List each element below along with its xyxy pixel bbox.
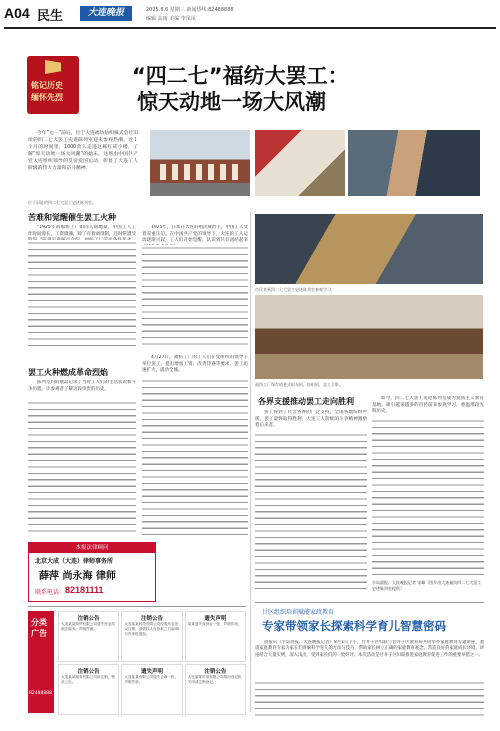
notice-item bbox=[185, 611, 246, 662]
section-3-body-b: 如今，四二七大罢工史迹陈列室成为爱国主义教育基地，吸引越来越多的市民前来参观学习，重温那段光辉历史。 bbox=[372, 396, 484, 415]
classifieds-title: 分类广告 bbox=[31, 618, 47, 638]
headline bbox=[132, 63, 402, 115]
section-2-body-filler-a bbox=[28, 400, 136, 536]
column-divider bbox=[250, 212, 251, 712]
section-2-body-filler-b bbox=[142, 378, 248, 536]
notice-body: 大连某某服务有限公司拟注销，特此公告。 bbox=[61, 675, 115, 684]
bottom-story-kicker: 甘区组织培训赋能家政教育 bbox=[262, 609, 335, 616]
bottom-story-body: 晨报讯（半岛晨报、大连晚报记者）8月1日下午，甘井子区妇联与甘井子区教育局共同举办家庭教育专题讲座，邀请家庭教育专家为家长们讲解科学育儿的方法与技巧，帮助家长树立正确的家庭教育观念，营造良好的家庭成长环境。讲座结合大量实例，深入浅出，受到家长们的一致好评。本次活动是甘井子区妇联推进家庭教育促进工作的重要举措之一。 bbox=[255, 640, 484, 658]
editor-line: 编辑 高雨 美编 李凤凤 bbox=[146, 16, 196, 22]
section-1-body-filler bbox=[28, 240, 136, 350]
notice-item bbox=[121, 611, 182, 662]
date-line: 2025.8.6 星期三 新闻热线:82488888 bbox=[146, 7, 234, 13]
section-title-2: 罢工火种燃成革命烈焰 bbox=[28, 368, 108, 377]
paper-logo: 大连晚报 bbox=[80, 6, 132, 21]
bottom-story-filler bbox=[255, 680, 484, 718]
notice-title: 注销公告 bbox=[140, 616, 163, 622]
lead-paragraph: 今年“七一”前后，位于大连福纺纺织株式会社旧址的四二七大罢工史迹陈列室迎来参观热潮。近１个月的时间里，1000余人走进这栋红砖小楼，了解“惊天动地一场大风潮”的始末。这场由中国共产党大连组织领导的反帝爱国运动，彰显了大连工人阶级的伟大力量和奋斗精神。 bbox=[28, 131, 138, 171]
notice-body: 某某遗失身份证一张，声明作废。 bbox=[187, 622, 242, 626]
section-title-1: 苦难和觉醒催生罢工火种 bbox=[28, 213, 116, 222]
badge-line-2: 缅怀先烈 bbox=[31, 93, 63, 102]
legal-box-phone: 82181111 bbox=[65, 585, 104, 595]
legal-box-title: 本报法律顾问 bbox=[29, 543, 155, 553]
notice-body: 大连某某有限公司遗失公章一枚，声明作废。 bbox=[124, 675, 179, 684]
section-1-body-b-filler bbox=[142, 245, 248, 345]
notice-body: 大连某某科技有限公司经股东会决议注销，请债权人自登报之日起45日内申报债权。 bbox=[124, 622, 180, 636]
legal-advisor-box bbox=[28, 542, 156, 602]
notice-grid bbox=[58, 611, 246, 715]
notice-item bbox=[58, 611, 119, 662]
notice-title: 注销公告 bbox=[77, 669, 100, 675]
section-title-3: 各界支援推动罢工走向胜利 bbox=[258, 397, 354, 406]
section-name: 民生 bbox=[37, 9, 64, 24]
photo-visitors bbox=[348, 130, 480, 196]
notice-title: 遗失声明 bbox=[204, 616, 227, 622]
section-3-body-filler-b bbox=[372, 418, 484, 578]
building-windows bbox=[160, 164, 240, 180]
header-rule bbox=[4, 27, 496, 29]
legal-box-phone-label: 联系电话： bbox=[35, 589, 66, 596]
headline-line-2: 惊天动地一场大风潮 bbox=[137, 90, 326, 114]
bottom-story-rule bbox=[255, 602, 484, 603]
section-3-body-a: 罢工得到了社会各界的广泛支持，全国各地纷纷声援，罢工最终取得胜利，大连工人阶级的斗争精神激励着后来者。 bbox=[255, 410, 367, 429]
notice-title: 遗失声明 bbox=[140, 669, 163, 675]
photo-exhibit-room bbox=[255, 130, 345, 196]
notice-item bbox=[58, 664, 119, 715]
section-2-body-b: 4月27日，福纺工厂的工人们在党组织的领导下举行罢工，提出增加工资、改善待遇等要求，罢工迅速扩大，震动全城。 bbox=[142, 355, 248, 374]
notice-item bbox=[185, 664, 246, 715]
badge-line-1: 铭记历史 bbox=[31, 81, 63, 90]
author-line: 半岛晨报、大连晚报记者 宋峰（图片由大连福纺四二七大罢工史迹陈列室提供） bbox=[372, 580, 482, 591]
legal-box-org: 北京大成（大连）律师事务所 bbox=[35, 558, 114, 565]
classifieds bbox=[28, 606, 246, 716]
caption-top: 位于旧址的四二七大罢工史迹陈列室。 bbox=[28, 200, 96, 205]
badge-flag-icon bbox=[45, 60, 61, 74]
photo-museum-right bbox=[255, 214, 483, 284]
side-badge bbox=[27, 56, 79, 114]
notice-title: 注销公告 bbox=[77, 616, 100, 622]
section-1-body-b: 1925年，日本在大连的殖民统治下，中国工人受着双重压迫。在中国共产党的领导下，大连的工人运动逐渐兴起，工人们开始觉醒，认识到只有团结起来 bbox=[142, 225, 248, 244]
section-3-body-filler-a bbox=[255, 432, 367, 590]
notice-body: 大连某某商贸有限公司遗失营业执照正副本，声明作废。 bbox=[61, 622, 115, 631]
notice-title: 注销公告 bbox=[204, 669, 227, 675]
classifieds-phone: 82488888 bbox=[29, 691, 52, 696]
notice-item bbox=[121, 664, 182, 715]
caption-middle: 福纺工厂保存的老式织布机、纺织机、罢工合影。 bbox=[255, 382, 343, 387]
caption-right-top: 市民来到四二七大罢工史迹陈列室参观学习。 bbox=[255, 287, 335, 292]
legal-box-lawyer: 薛萍 尚永海 律师 bbox=[39, 571, 116, 582]
classifieds-banner bbox=[28, 611, 54, 713]
page-code: A04 bbox=[4, 5, 30, 21]
page-header bbox=[0, 0, 500, 44]
photo-looms bbox=[255, 295, 483, 379]
section-2-body-a: 陈列室内的展品记录了当时工人们的生活状况和斗争历程，让参观者了解这段珍贵的历史。 bbox=[28, 380, 136, 392]
notice-body: 大连某某贸易有限公司拟向登记机关申请注销登记。 bbox=[187, 675, 242, 684]
headline-line-1: “四二七”福纺大罢工： bbox=[132, 64, 349, 88]
section-1-body-a: “1925年的福纺工厂如同人间地狱，中国工人工作时间漫长，工资微薄，除了有着剥削制，还时常遭受 bbox=[28, 225, 136, 237]
bottom-story-title: 专家带领家长探索科学育儿智慧密码 bbox=[262, 619, 446, 633]
photo-building bbox=[150, 130, 250, 196]
